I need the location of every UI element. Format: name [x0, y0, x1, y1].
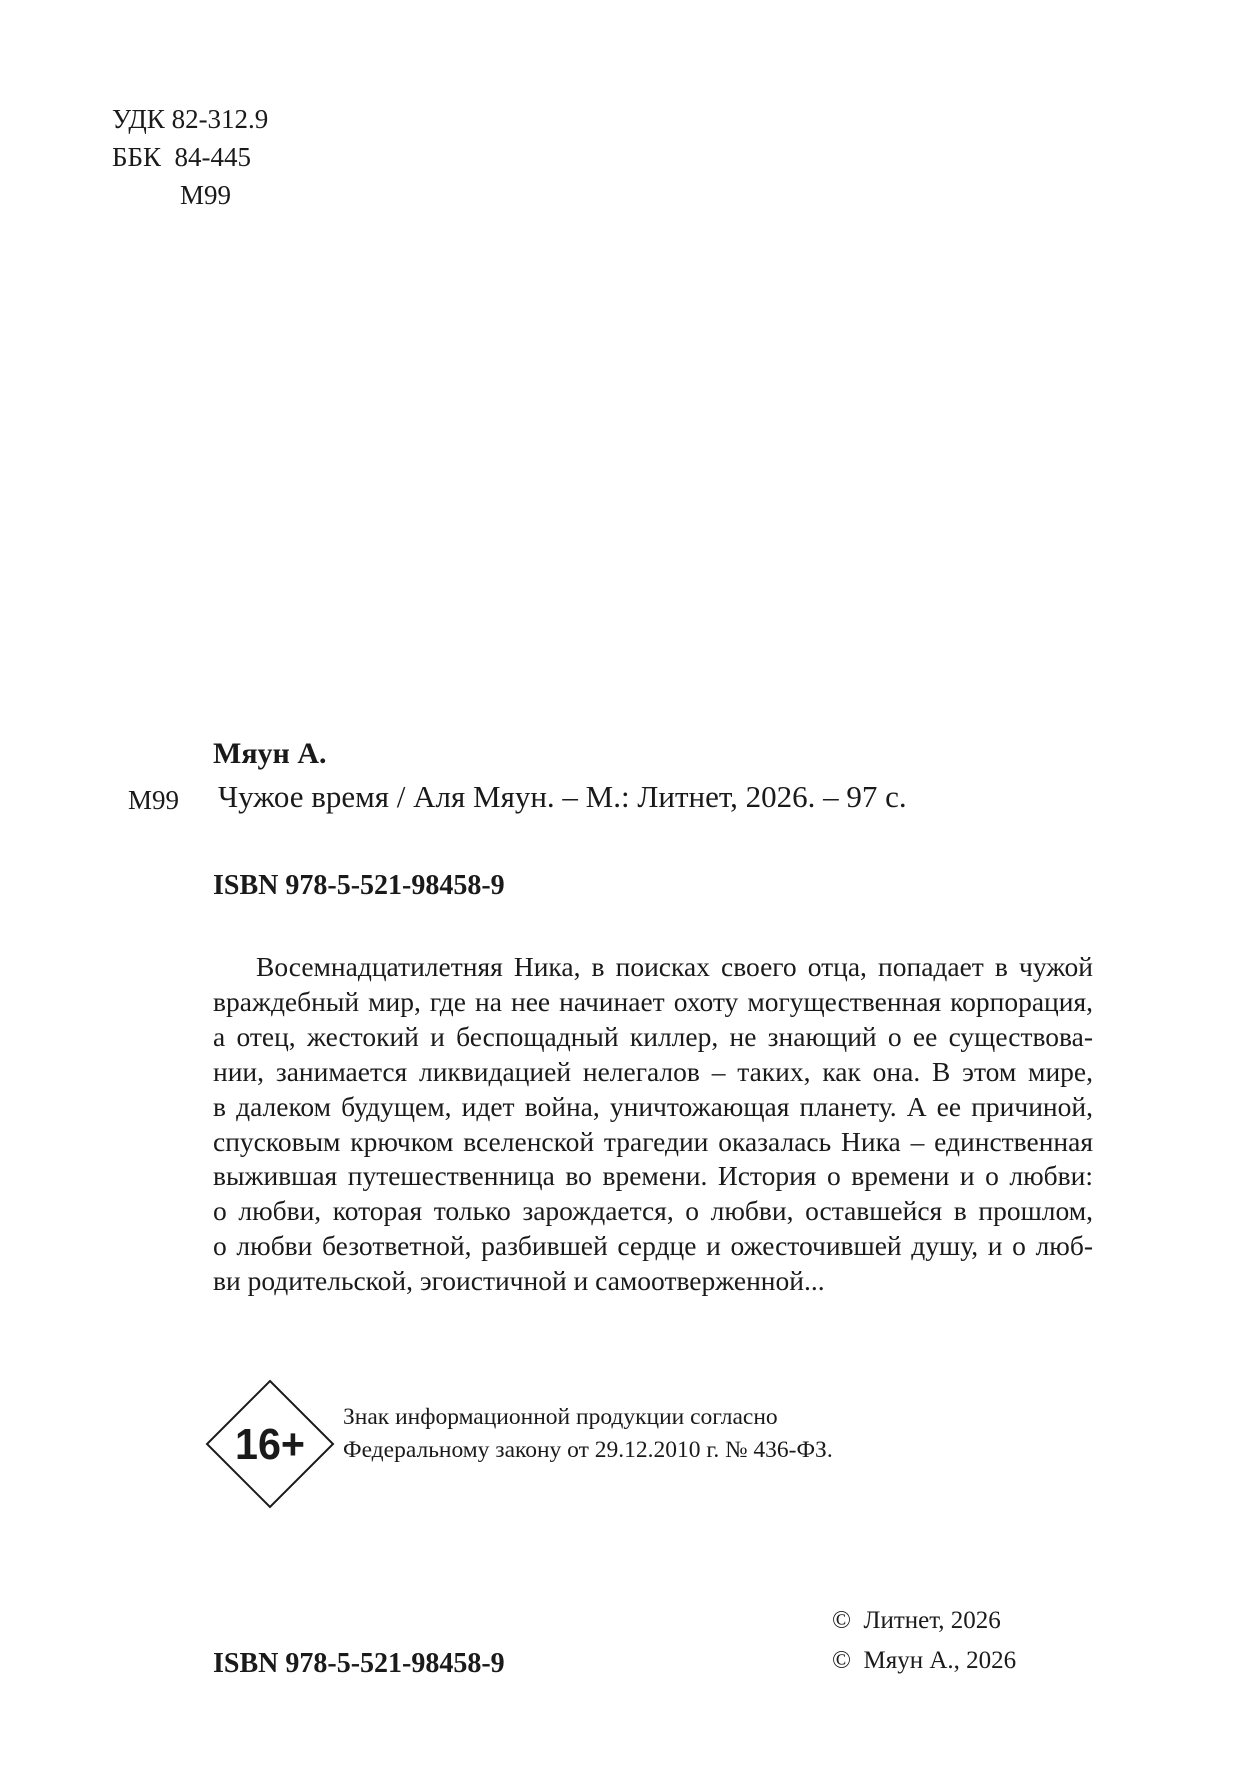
age-rating-diamond-icon [205, 1379, 335, 1509]
author-heading: Мяун А. [213, 737, 327, 770]
annotation-line: о любви, которая только зарождается, о любви, оставшейся в прошлом, [213, 1195, 1093, 1227]
age-rating-notice-line: Федеральному закону от 29.12.2010 г. № 436-ФЗ. [343, 1437, 833, 1463]
cutter-code: М99 [180, 180, 232, 210]
cutter-mark-side: М99 [128, 785, 180, 815]
isbn-footer: ISBN 978-5-521-98458-9 [213, 1648, 505, 1679]
annotation-text [213, 950, 1093, 1299]
annotation-line: в далеком будущем, идет война, уничтожающая планету. А ее причиной, [213, 1090, 1093, 1122]
copyright-publisher: © Литнет, 2026 [832, 1607, 1001, 1634]
annotation-line: ви родительской, эгоистичной и самоотверженной... [213, 1265, 825, 1297]
copyright-author: © Мяун А., 2026 [832, 1647, 1017, 1674]
annotation-line: а отец, жестокий и беспощадный киллер, не знающий о ее существова- [213, 1020, 1093, 1052]
udk-code: УДК 82-312.9 [112, 104, 269, 134]
copyright-block [832, 1601, 1016, 1681]
bibliographic-title-line: Чужое время / Аля Мяун. – М.: Литнет, 2026. – 97 с. [218, 779, 907, 814]
bbk-code: ББК 84-445 [112, 142, 252, 172]
annotation-line: спусковым крючком вселенской трагедии оказалась Ника – единственная [213, 1125, 1093, 1157]
age-rating-notice [343, 1401, 833, 1467]
annotation-line: враждебный мир, где на нее начинает охоту могущественная корпорация, [213, 985, 1093, 1017]
annotation-line: о любви безответной, разбившей сердце и ожесточившей душу, и о люб- [213, 1230, 1093, 1262]
age-rating-notice-line: Знак информационной продукции согласно [343, 1404, 778, 1430]
isbn-catalog: ISBN 978-5-521-98458-9 [213, 870, 505, 901]
library-codes [112, 100, 268, 214]
annotation-line: Восемнадцатилетняя Ника, в поисках своего отца, попадает в чужой [256, 951, 1093, 982]
annotation-line: нии, занимается ликвидацией нелегалов – таких, как она. В этом мире, [213, 1055, 1093, 1087]
age-rating-mark: 16+ [235, 1420, 305, 1469]
annotation-line: выжившая путешественница во времени. История о времени и о любви: [213, 1160, 1093, 1192]
